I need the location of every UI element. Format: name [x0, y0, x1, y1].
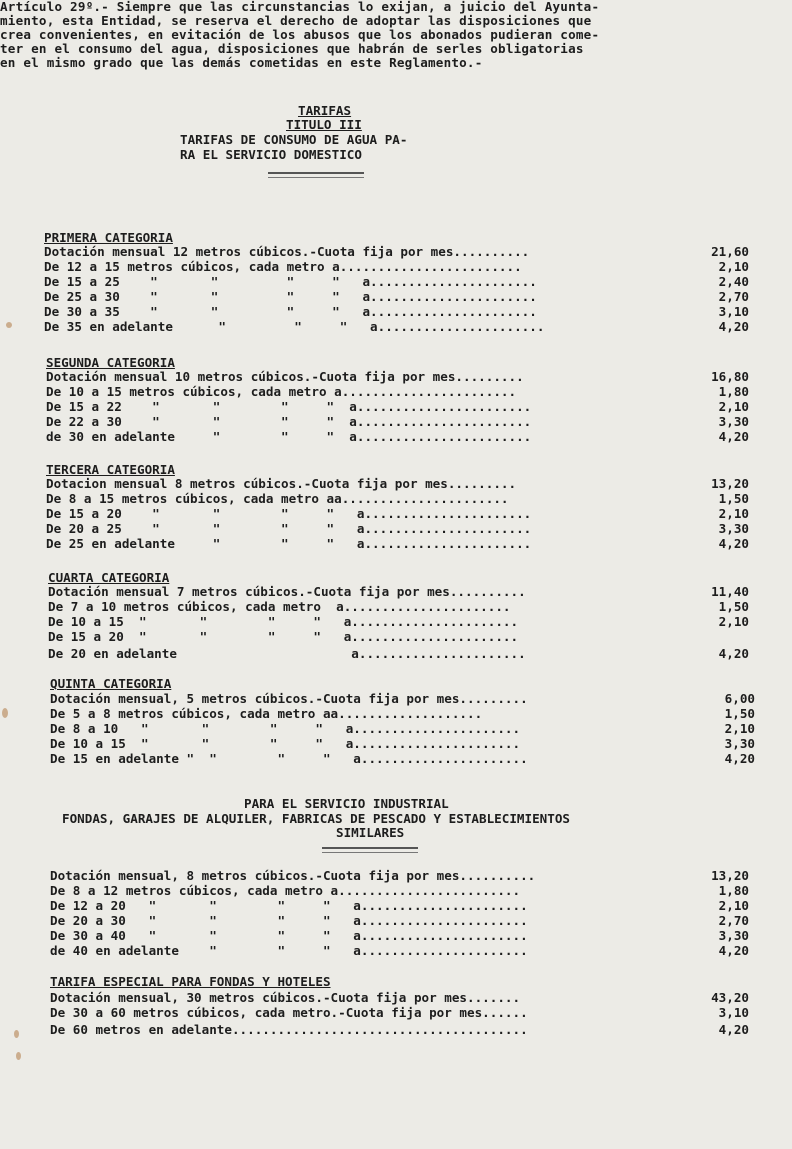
row-value: 3,30 — [718, 414, 749, 429]
paper-stain — [2, 708, 8, 718]
row-text: De 20 a 30 " " " " a...................... — [50, 913, 528, 928]
industrial-similares: SIMILARES — [336, 825, 405, 840]
paper-stain — [16, 1052, 21, 1060]
heading-line4: RA EL SERVICIO DOMESTICO — [180, 147, 362, 162]
row-value: 13,20 — [711, 476, 749, 491]
row-text: De 15 a 20 " " " " a...................... — [46, 506, 532, 521]
intro-paragraph — [0, 0, 740, 70]
row-value: 4,20 — [718, 536, 749, 551]
row-text: Dotación mensual 12 metros cúbicos.-Cuota fija por mes.......... — [44, 244, 530, 259]
row-value: 2,70 — [718, 913, 749, 928]
row-text: Dotacion mensual 8 metros cúbicos.-Cuota fija por mes......... — [46, 476, 517, 491]
table-row — [50, 990, 749, 1004]
heading-line3: TARIFAS DE CONSUMO DE AGUA PA- — [180, 132, 408, 147]
table-row — [50, 721, 755, 735]
table-row — [44, 259, 749, 273]
table-row — [50, 1005, 749, 1019]
row-value: 2,10 — [718, 614, 749, 629]
row-text: De 12 a 20 " " " " a...................... — [50, 898, 528, 913]
section-title-especial: TARIFA ESPECIAL PARA FONDAS Y HOTELES — [50, 974, 331, 989]
row-text: De 22 a 30 " " " " a....................... — [46, 414, 532, 429]
table-row — [44, 274, 749, 288]
row-value: 4,20 — [718, 646, 749, 661]
table-row — [48, 629, 749, 643]
row-value: 3,30 — [718, 521, 749, 536]
row-value: 2,10 — [718, 506, 749, 521]
row-text: De 5 a 8 metros cúbicos, cada metro aa................... — [50, 706, 483, 721]
row-value: 2,40 — [718, 274, 749, 289]
table-row — [46, 521, 749, 535]
intro-line: Artículo 29º.- Siempre que las circunstancias lo exijan, a juicio del Ayunta- — [0, 0, 600, 14]
table-row — [46, 399, 749, 413]
row-value: 6,00 — [724, 691, 755, 706]
section-title-tercera: TERCERA CATEGORIA — [46, 462, 175, 477]
table-row — [50, 751, 755, 765]
row-value: 3,30 — [724, 736, 755, 751]
row-text: De 15 en adelante " " " " a...................... — [50, 751, 528, 766]
table-row — [50, 868, 749, 882]
row-value: 11,40 — [711, 584, 749, 599]
row-text: De 7 a 10 metros cúbicos, cada metro a...................... — [48, 599, 511, 614]
row-text: De 10 a 15 " " " " a...................... — [50, 736, 521, 751]
row-text: De 60 metros en adelante....................................... — [50, 1022, 528, 1037]
row-value: 3,10 — [718, 1005, 749, 1020]
row-value: 1,50 — [718, 599, 749, 614]
table-row — [50, 706, 755, 720]
table-row — [50, 691, 755, 705]
paper-stain — [14, 1030, 19, 1038]
table-row — [50, 883, 749, 897]
row-text: De 30 a 40 " " " " a...................... — [50, 928, 528, 943]
table-row — [46, 536, 749, 550]
paper-stain — [6, 322, 12, 328]
table-row — [50, 898, 749, 912]
table-row — [46, 429, 749, 443]
row-value: 2,10 — [718, 898, 749, 913]
row-value: 3,10 — [718, 304, 749, 319]
table-row — [44, 304, 749, 318]
table-row — [46, 369, 749, 383]
row-text: De 30 a 60 metros cúbicos, cada metro.-Cuota fija por mes...... — [50, 1005, 528, 1020]
industrial-heading: PARA EL SERVICIO INDUSTRIAL — [244, 796, 449, 811]
table-row — [48, 614, 749, 628]
row-value: 4,20 — [718, 429, 749, 444]
row-value: 1,50 — [724, 706, 755, 721]
row-text: Dotación mensual 7 metros cúbicos.-Cuota fija por mes.......... — [48, 584, 526, 599]
intro-line: ter en el consumo del agua, disposiciones que habrán de serles obligatorias — [0, 41, 584, 56]
heading-divider — [268, 172, 364, 178]
industrial-divider — [322, 847, 418, 853]
row-text: De 20 en adelante a...................... — [48, 646, 526, 661]
heading-titulo: TITULO III — [286, 117, 362, 132]
row-text: De 20 a 25 " " " " a...................... — [46, 521, 532, 536]
table-row — [46, 476, 749, 490]
row-text: Dotación mensual, 8 metros cúbicos.-Cuota fija por mes.......... — [50, 868, 536, 883]
row-text: De 10 a 15 metros cúbicos, cada metro a....................... — [46, 384, 517, 399]
row-value: 1,80 — [718, 384, 749, 399]
row-text: De 8 a 12 metros cúbicos, cada metro a........................ — [50, 883, 521, 898]
table-row — [46, 506, 749, 520]
table-row — [50, 943, 749, 957]
row-value: 16,80 — [711, 369, 749, 384]
row-text: Dotación mensual, 5 metros cúbicos.-Cuota fija por mes......... — [50, 691, 528, 706]
row-value: 43,20 — [711, 990, 749, 1005]
row-value: 2,70 — [718, 289, 749, 304]
intro-line: en el mismo grado que las demás cometidas en este Reglamento.- — [0, 55, 483, 70]
table-row — [50, 928, 749, 942]
table-row — [44, 319, 749, 333]
section-title-segunda: SEGUNDA CATEGORIA — [46, 355, 175, 370]
row-value: 13,20 — [711, 868, 749, 883]
table-row — [46, 384, 749, 398]
row-value: 2,10 — [724, 721, 755, 736]
table-row — [48, 584, 749, 598]
intro-line: crea convenientes, en evitación de los abusos que los abonados pudieran come- — [0, 27, 600, 42]
table-row — [48, 599, 749, 613]
row-value: 21,60 — [711, 244, 749, 259]
row-text: De 15 a 20 " " " " a...................... — [48, 629, 519, 644]
section-title-primera: PRIMERA CATEGORIA — [44, 230, 173, 245]
row-text: De 15 a 22 " " " " a....................... — [46, 399, 532, 414]
intro-line: miento, esta Entidad, se reserva el derecho de adoptar las disposiciones que — [0, 13, 592, 28]
section-title-cuarta: CUARTA CATEGORIA — [48, 570, 170, 585]
row-text: de 30 en adelante " " " a....................... — [46, 429, 532, 444]
row-value: 2,10 — [718, 399, 749, 414]
table-row — [50, 736, 755, 750]
table-row — [48, 646, 749, 660]
row-text: De 12 a 15 metros cúbicos, cada metro a........................ — [44, 259, 522, 274]
row-text: De 10 a 15 " " " " a...................... — [48, 614, 519, 629]
table-row — [50, 913, 749, 927]
row-value: 4,20 — [718, 319, 749, 334]
row-text: De 25 a 30 " " " " a...................... — [44, 289, 537, 304]
row-text: De 8 a 15 metros cúbicos, cada metro aa...................... — [46, 491, 509, 506]
row-value: 1,50 — [718, 491, 749, 506]
row-text: De 30 a 35 " " " " a...................... — [44, 304, 537, 319]
table-row — [50, 1022, 749, 1036]
table-row — [44, 289, 749, 303]
row-value: 2,10 — [718, 259, 749, 274]
row-value: 1,80 — [718, 883, 749, 898]
table-row — [46, 414, 749, 428]
industrial-subheading: FONDAS, GARAJES DE ALQUILER, FABRICAS DE PESCADO Y ESTABLECIMIENTOS — [62, 811, 570, 826]
row-value: 4,20 — [718, 1022, 749, 1037]
row-text: de 40 en adelante " " " a...................... — [50, 943, 528, 958]
row-text: Dotación mensual 10 metros cúbicos.-Cuota fija por mes......... — [46, 369, 524, 384]
row-text: De 15 a 25 " " " " a...................... — [44, 274, 537, 289]
table-row — [46, 491, 749, 505]
row-text: De 25 en adelante " " " a...................... — [46, 536, 532, 551]
heading-tarifas: TARIFAS — [298, 103, 352, 118]
row-value: 4,20 — [724, 751, 755, 766]
row-value: 3,30 — [718, 928, 749, 943]
row-value: 4,20 — [718, 943, 749, 958]
table-row — [44, 244, 749, 258]
row-text: De 8 a 10 " " " " a...................... — [50, 721, 521, 736]
row-text: De 35 en adelante " " " a...................... — [44, 319, 545, 334]
section-title-quinta: QUINTA CATEGORIA — [50, 676, 172, 691]
row-text: Dotación mensual, 30 metros cúbicos.-Cuota fija por mes....... — [50, 990, 521, 1005]
